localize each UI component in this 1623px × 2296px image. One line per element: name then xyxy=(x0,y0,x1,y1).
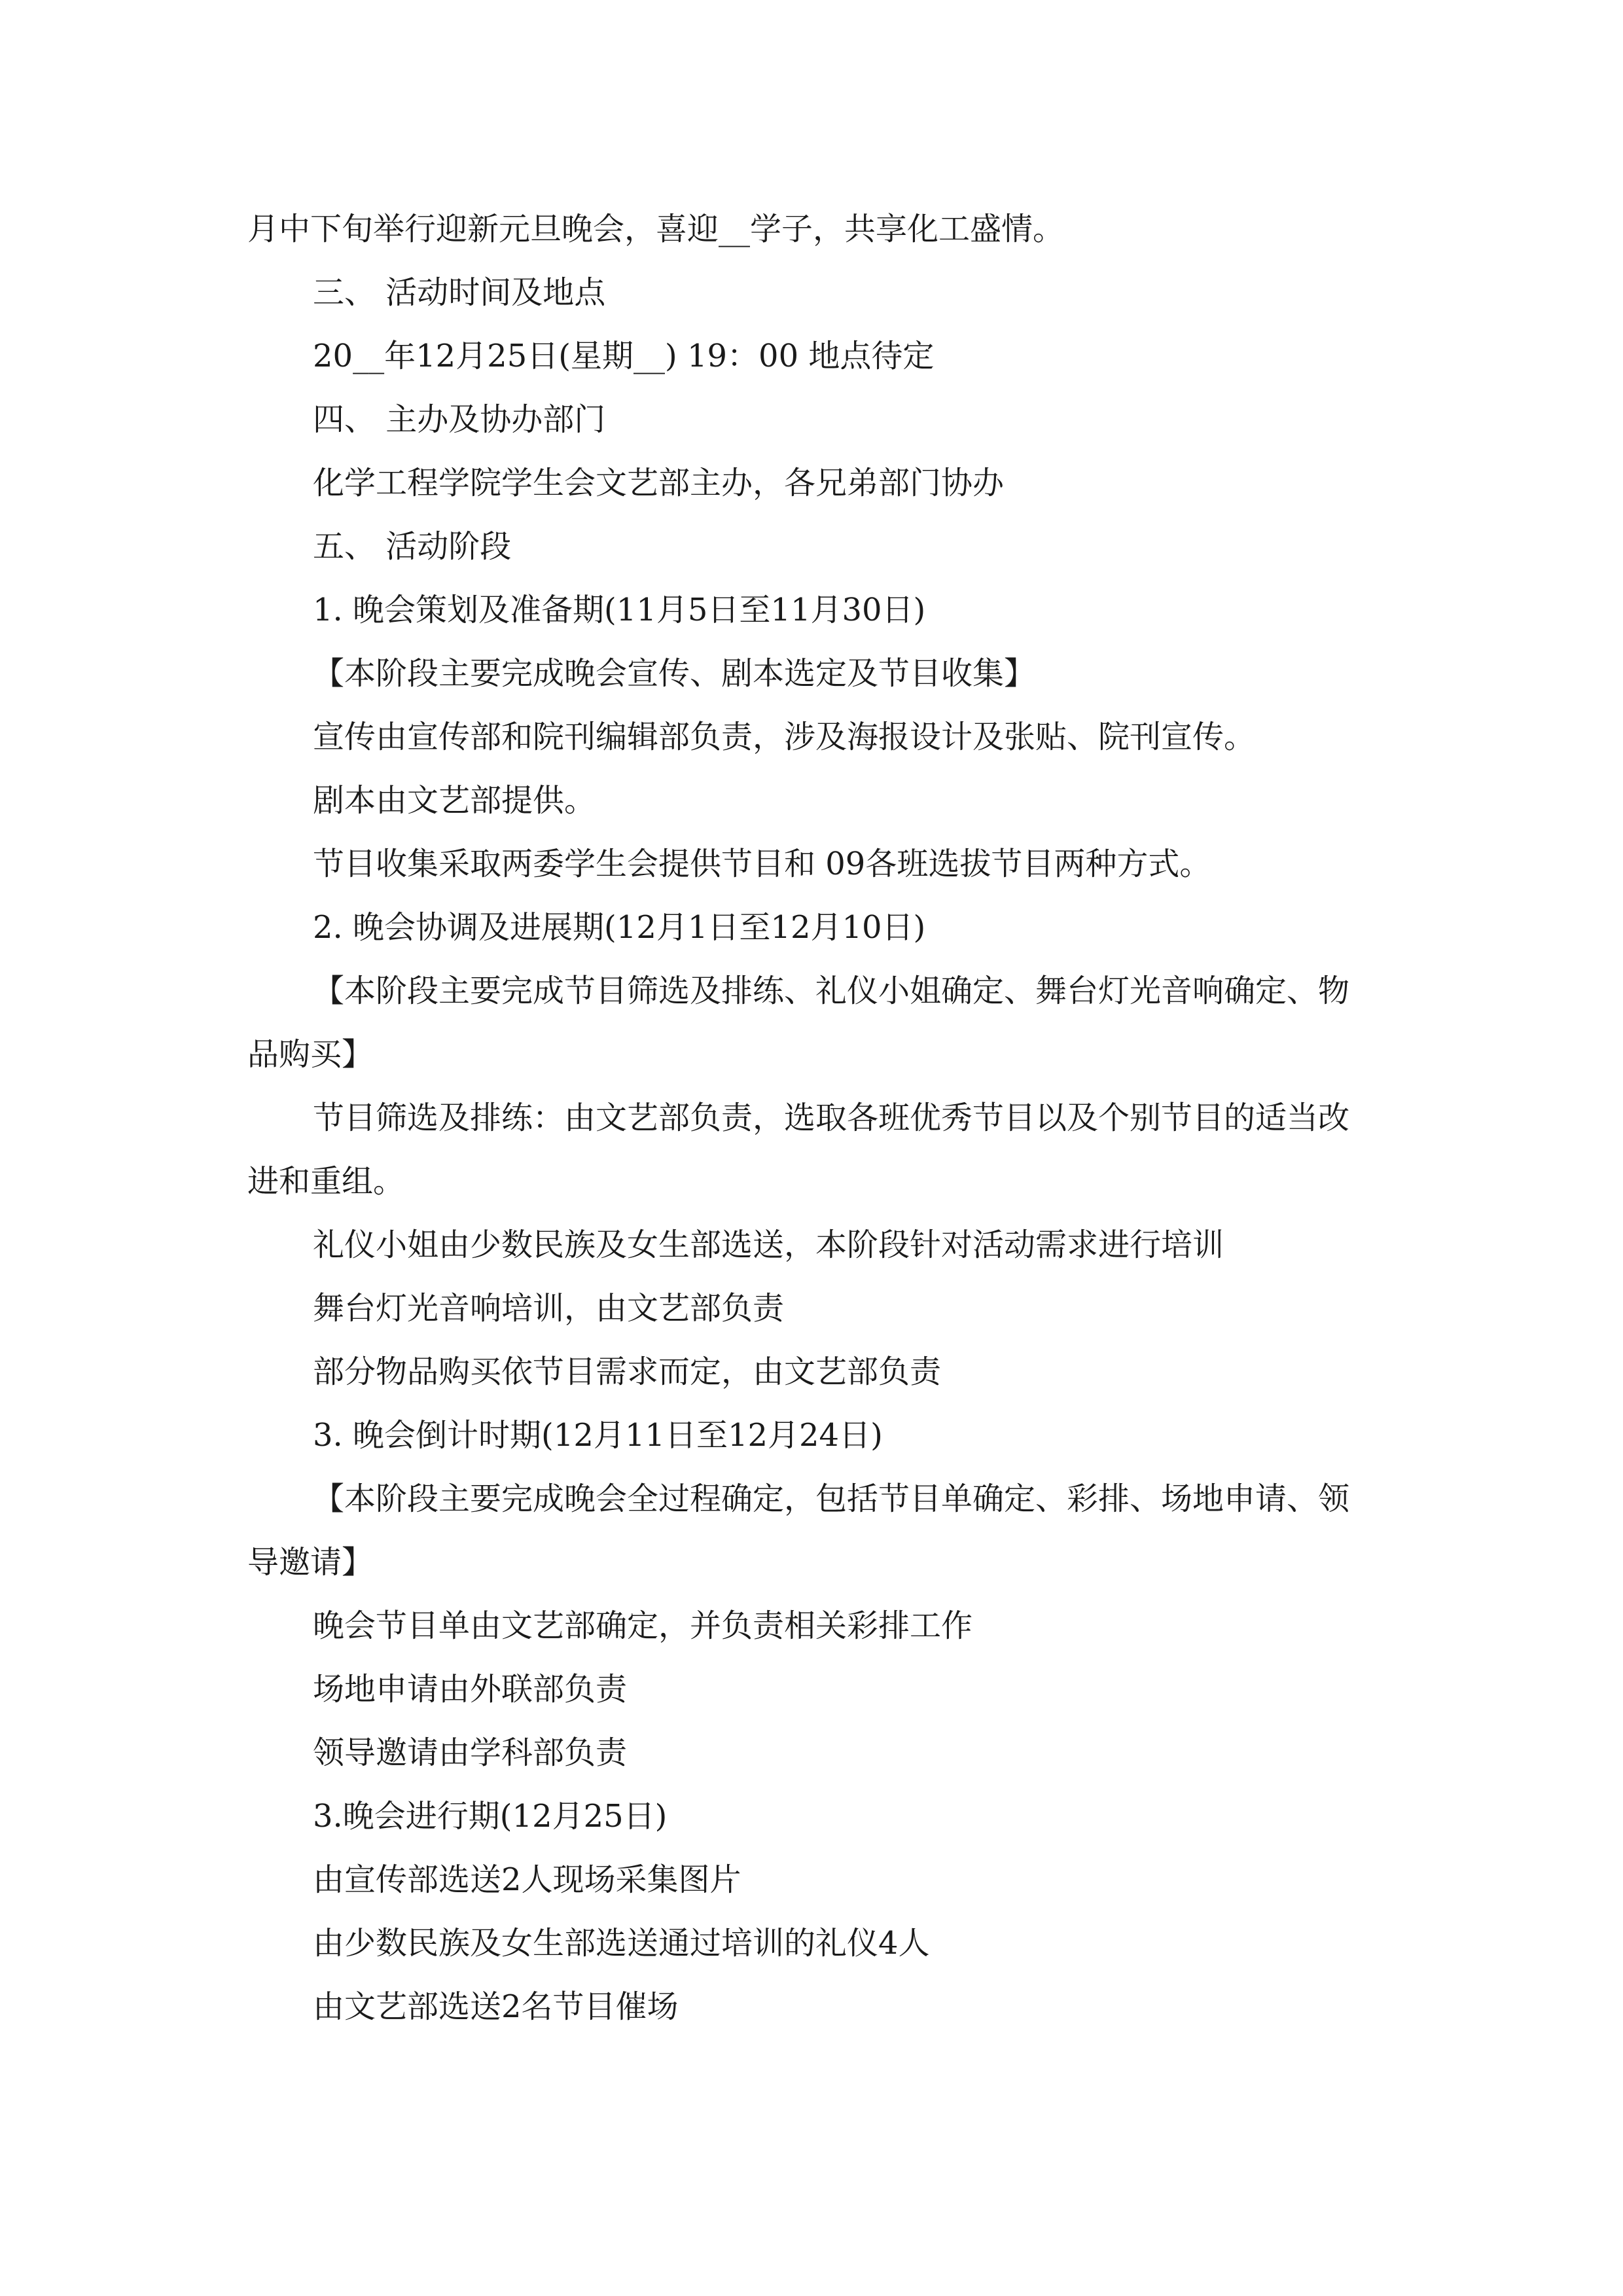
stage-1-item: 节目收集采取两委学生会提供节目和 09各班选拔节目两种方式。 xyxy=(313,846,1211,882)
stage-3-summary-continued: 导邀请】 xyxy=(247,1544,374,1581)
stage-4-item: 由宣传部选送2人现场采集图片 xyxy=(313,1861,741,1898)
stage-4-item: 由少数民族及女生部选送通过培训的礼仪4人 xyxy=(313,1925,930,1962)
section-heading-time-location: 三、 活动时间及地点 xyxy=(313,274,606,311)
section-heading-organizers: 四、 主办及协办部门 xyxy=(313,401,606,438)
paragraph-continuation: 月中下旬举行迎新元旦晚会，喜迎__学子，共享化工盛情。 xyxy=(247,211,1065,247)
stage-2-item-continued: 进和重组。 xyxy=(247,1163,405,1200)
stage-1-item: 宣传由宣传部和院刊编辑部负责，涉及海报设计及张贴、院刊宣传。 xyxy=(313,719,1256,755)
stage-3-summary: 【本阶段主要完成晚会全过程确定，包括节目单确定、彩排、场地申请、领 xyxy=(313,1480,1350,1517)
stage-2-item: 舞台灯光音响培训，由文艺部负责 xyxy=(313,1290,785,1327)
organizers-line: 化学工程学院学生会文艺部主办，各兄弟部门协办 xyxy=(313,465,1005,501)
event-datetime-line: 20__年12月25日(星期__) 19：00 地点待定 xyxy=(313,338,935,374)
stage-3-item: 晚会节目单由文艺部确定，并负责相关彩排工作 xyxy=(313,1607,973,1644)
stage-2-heading: 2. 晚会协调及进展期(12月1日至12月10日) xyxy=(313,909,926,946)
stage-2-item: 节目筛选及排练：由文艺部负责，选取各班优秀节目以及个别节目的适当改 xyxy=(313,1100,1350,1136)
stage-2-item: 部分物品购买依节目需求而定，由文艺部负责 xyxy=(313,1354,942,1390)
stage-3-heading: 3. 晚会倒计时期(12月11日至12月24日) xyxy=(313,1417,883,1454)
stage-1-item: 剧本由文艺部提供。 xyxy=(313,782,596,819)
stage-2-summary-continued: 品购买】 xyxy=(247,1036,374,1073)
stage-4-heading: 3.晚会进行期(12月25日) xyxy=(313,1798,668,1835)
stage-2-item: 礼仪小姐由少数民族及女生部选送，本阶段针对活动需求进行培训 xyxy=(313,1227,1224,1263)
stage-3-item: 场地申请由外联部负责 xyxy=(313,1671,628,1708)
stage-3-item: 领导邀请由学科部负责 xyxy=(313,1734,628,1771)
stage-1-summary: 【本阶段主要完成晚会宣传、剧本选定及节目收集】 xyxy=(313,655,1036,692)
stage-2-summary: 【本阶段主要完成节目筛选及排练、礼仪小姐确定、舞台灯光音响确定、物 xyxy=(313,973,1350,1009)
stage-1-heading: 1. 晚会策划及准备期(11月5日至11月30日) xyxy=(313,592,926,628)
stage-4-item: 由文艺部选送2名节目催场 xyxy=(313,1988,679,2025)
section-heading-stages: 五、 活动阶段 xyxy=(313,528,512,565)
